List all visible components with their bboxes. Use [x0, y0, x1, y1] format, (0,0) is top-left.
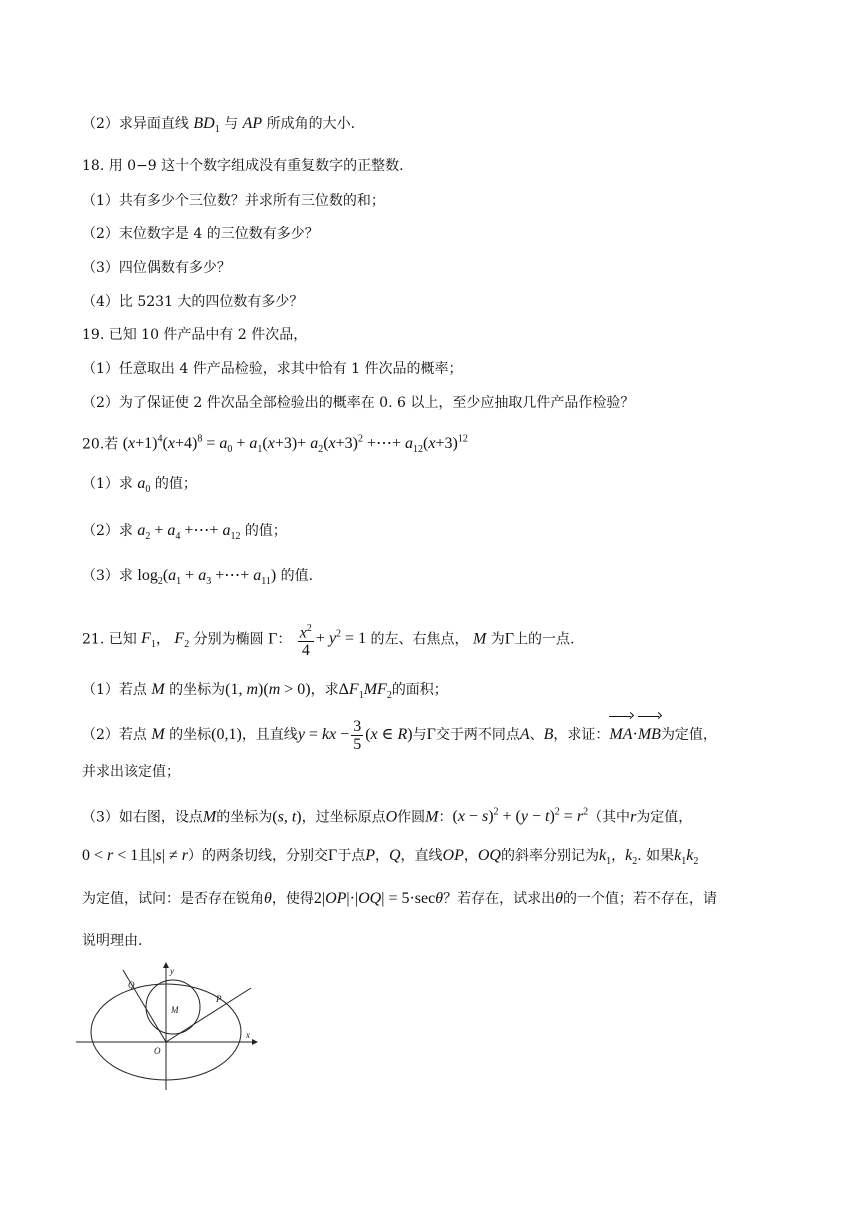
- label-o: O: [154, 1046, 161, 1056]
- q21-part3-line4: 说明理由.: [82, 933, 143, 949]
- math-BD1: $BD_1$: [193, 115, 220, 136]
- math-ellipse-eq: $\frac{x^2}{4}$ + $y^2 = 1$: [296, 630, 366, 647]
- math-even-sum: $a_2 + a_4$ +⋯+ $a_{12}$: [137, 522, 241, 543]
- math-point-st: (s, t): [272, 808, 302, 826]
- math-point-01: (0,1): [211, 726, 242, 744]
- label-q: Q: [128, 980, 135, 990]
- q21-part2-cont: 并求出该定值；: [82, 764, 180, 780]
- math-expansion: $(x+1)^4(x+4)^8 = a_0 + a_1(x+3)+ a_2(x+3)^2$ +⋯+ $a_{12}(x+3)^{12}$: [122, 434, 468, 456]
- q20-part1: （1）求 $a_0$ 的值；: [82, 475, 197, 496]
- math-point-1m: (1, m)(m > 0): [225, 681, 311, 698]
- q18-part1: （1）共有多少个三位数？并求所有三位数的和；: [82, 193, 385, 209]
- q21-part1: （1）若点 M 的坐标为(1, m)(m > 0)，求$\Delta F_1MF_2$的面积；: [82, 681, 448, 702]
- q19-stem: 19. 已知 10 件产品中有 2 件次品，: [82, 327, 308, 343]
- math-Gamma: Γ: [268, 630, 278, 648]
- math-r-range: 0 < r < 1: [82, 847, 139, 864]
- math-M: M: [472, 630, 487, 648]
- math-log-odd-sum: $\log_2(a_1 + a_3$ +⋯+ $a_{11}$): [137, 567, 277, 588]
- q19-part1: （1）任意取出 4 件产品检验，求其中恰有 1 件次品的概率；: [82, 361, 463, 377]
- math-circle-eq: $(x - s)^2 + (y - t)^2 = r^2$: [452, 807, 589, 826]
- q20-part2: （2）求 $a_2 + a_4$ +⋯+ $a_{12}$ 的值；: [82, 522, 287, 543]
- q18-part4: （4）比 5231 大的四位数有多少？: [82, 294, 304, 310]
- q21-part3-line2: 0 < r < 1且|s| ≠ r）的两条切线，分别交Γ于点P，Q，直线OP，OQ的斜率分别记为$k_1$，$k_2$. 如果$k_1k_2$: [82, 847, 699, 868]
- math-F2: $F_2$: [174, 630, 190, 651]
- tangent-line-op: [166, 988, 251, 1042]
- ellipse-circle-figure: [76, 962, 266, 1092]
- q18-part2: （2）末位数字是 4 的三位数有多少？: [82, 226, 319, 242]
- q20-stem: 20.若 $(x+1)^4(x+4)^8 = a_0 + a_1(x+3)+ a_2(x+3)^2$ +⋯+ $a_{12}(x+3)^{12}$: [82, 434, 468, 456]
- math-theta-eq: 2|OP|·|OQ| = 5·secθ: [313, 890, 444, 907]
- label-y: y: [170, 966, 174, 976]
- math-a0: $a_0$: [137, 475, 151, 496]
- label-x: x: [246, 1030, 250, 1040]
- q19-part2: （2）为了保证使 2 件次品全部检验出的概率在 0. 6 以上，至少应抽取几件产品作检验？: [82, 395, 635, 411]
- math-dot-product: MA·MB: [609, 726, 661, 743]
- x-arrow: [252, 1039, 258, 1045]
- math-line-eq: y = kx − $\frac{3}{5}$ (x ∈ R): [297, 718, 413, 753]
- label-m: M: [171, 1005, 179, 1015]
- math-s-cond: |s| ≠ r: [152, 847, 188, 864]
- label-p: P: [216, 994, 222, 1004]
- q17-part2: （2）求异面直线 $BD_1$ 与 AP 所成角的大小.: [82, 115, 356, 136]
- q18-part3: （3）四位偶数有多少？: [82, 260, 231, 276]
- q20-part3: （3）求 $\log_2(a_1 + a_3$ +⋯+ $a_{11}$) 的值.: [82, 567, 314, 588]
- math-triangle: $\Delta F_1MF_2$: [338, 681, 392, 702]
- q21-part3-line3: 为定值，试问：是否存在锐角θ，使得2|OP|·|OQ| = 5·secθ？若存在，试求出θ的一个值；若不存在，请: [82, 890, 717, 907]
- q21-stem: 21. 已知 $F_1$， $F_2$ 分别为椭圆 Γ： $\frac{x^2}{4}$ + $y^2 = 1$ 的左、右焦点， M 为Γ上的一点.: [82, 618, 574, 663]
- y-arrow: [163, 962, 169, 968]
- q18-stem: 18. 用 0−9 这十个数字组成没有重复数字的正整数.: [82, 158, 404, 174]
- math-F1: $F_1$: [141, 630, 156, 651]
- math-AP: AP: [242, 115, 263, 132]
- q21-part3-line1: （3）如右图，设点M的坐标为(s, t)，过坐标原点O作圆M：$(x - s)^2 + (y - t)^2 = r^2$（其中r为定值，: [82, 807, 693, 826]
- q21-part2: （2）若点 M 的坐标(0,1)，且直线y = kx − $\frac{3}{5}$ (x ∈ R)与Γ交于两不同点A、B，求证：MA·MB为定值，: [82, 718, 717, 753]
